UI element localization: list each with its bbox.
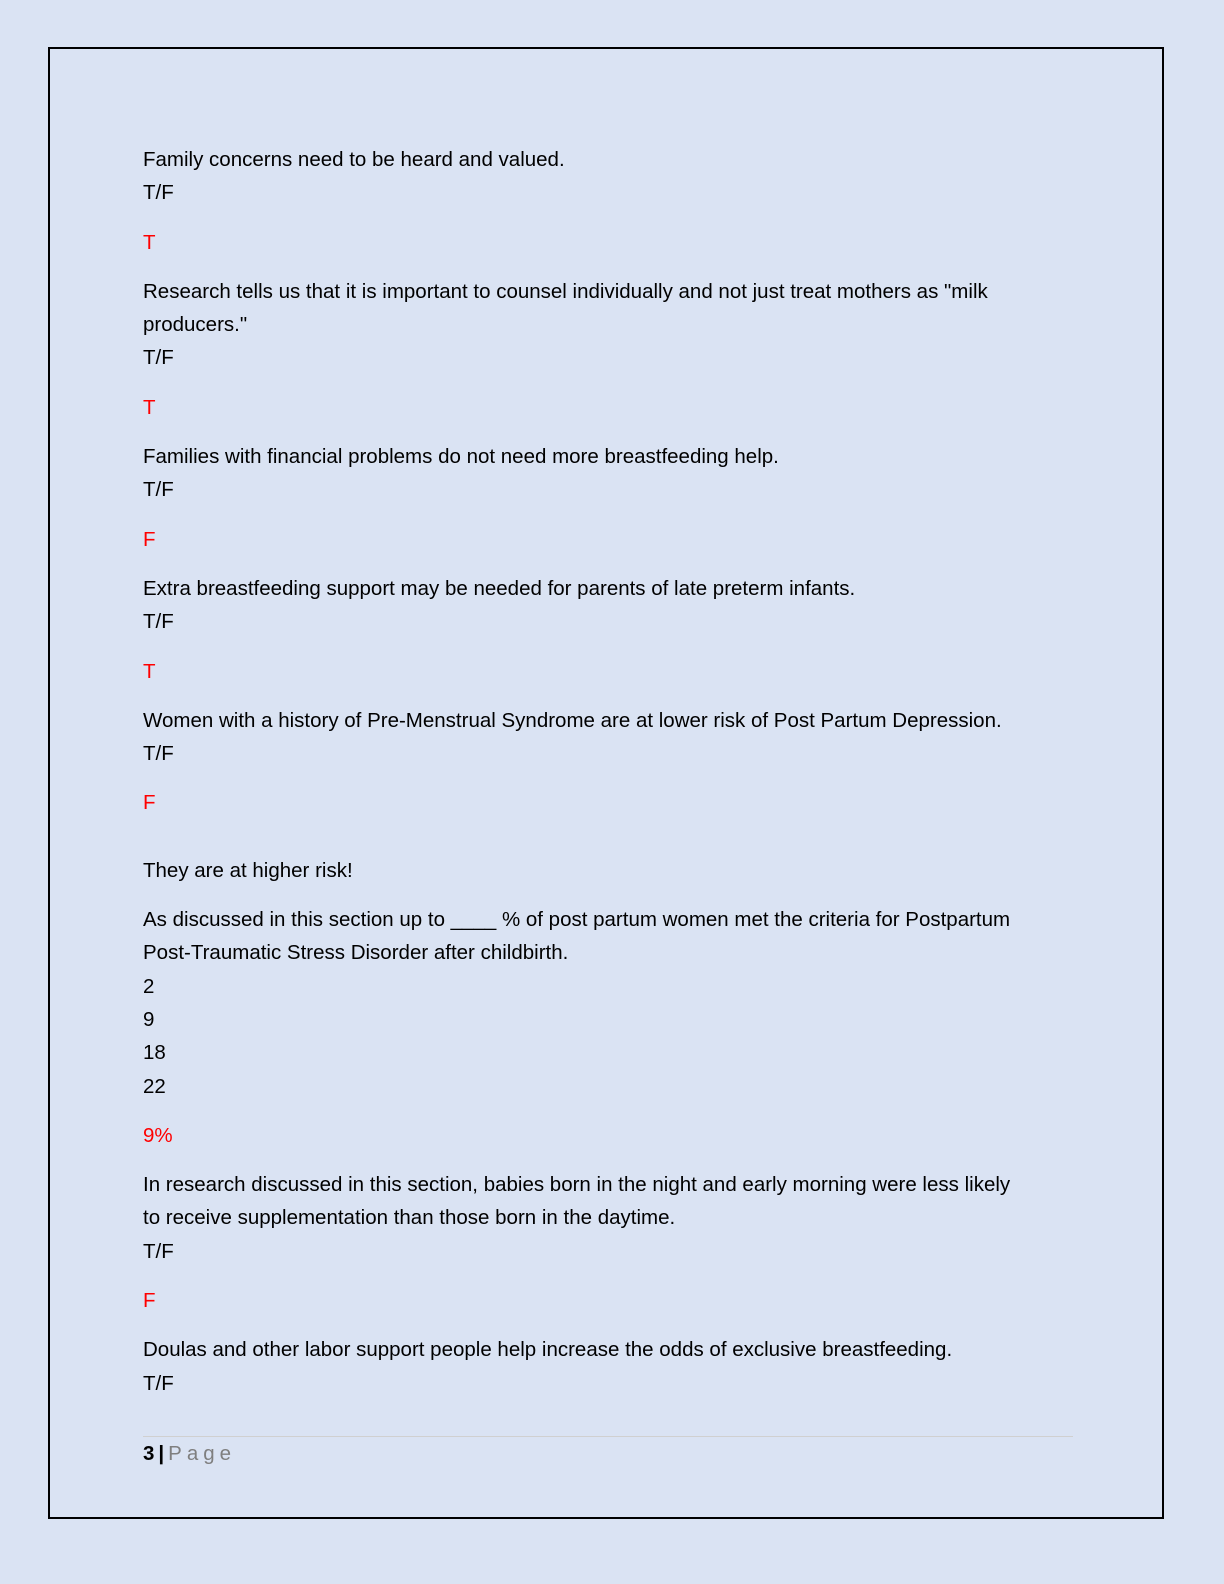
question-8 [143, 1333, 1083, 1400]
answer-6: 9% [143, 1123, 173, 1147]
answer-note: They are at higher risk! [143, 858, 353, 882]
question-text: Family concerns need to be heard and valued. [143, 148, 565, 171]
footer-separator: | [158, 1442, 165, 1465]
question-5 [143, 704, 1083, 771]
question-text: As discussed in this section up to ____ % of post partum women met the criteria for Postpartum [143, 908, 1011, 932]
page-footer [143, 1440, 236, 1468]
option: 9 [143, 1007, 155, 1031]
question-format: T/F [143, 181, 174, 205]
page-number: 3 [143, 1442, 155, 1465]
answer-7: F [143, 1289, 156, 1313]
page-label: Page [168, 1442, 237, 1465]
answer-2: T [143, 395, 156, 419]
option: 22 [143, 1074, 166, 1098]
question-text: Research tells us that it is important to counsel individually and not just treat mothers as "milk [143, 279, 988, 303]
question-format: T/F [143, 1371, 174, 1395]
answer-5: F [143, 791, 156, 815]
document-content [143, 143, 1083, 1416]
question-text: producers." [143, 313, 248, 337]
question-7 [143, 1168, 1083, 1268]
question-3 [143, 440, 1083, 507]
answer-3: F [143, 527, 156, 551]
question-text: Doulas and other labor support people help increase the odds of exclusive breastfeeding. [143, 1338, 953, 1362]
question-format: T/F [143, 1239, 174, 1263]
option: 2 [143, 974, 155, 998]
question-text: Women with a history of Pre-Menstrual Syndrome are at lower risk of Post Partum Depression. [143, 708, 1002, 732]
question-text: to receive supplementation than those born in the daytime. [143, 1206, 676, 1230]
question-2 [143, 275, 1083, 375]
answer-4: T [143, 659, 156, 683]
question-text: Post-Traumatic Stress Disorder after childbirth. [143, 941, 569, 965]
question-6 [143, 903, 1083, 1103]
question-4 [143, 572, 1083, 639]
question-format: T/F [143, 610, 174, 634]
question-text: In research discussed in this section, babies born in the night and early morning were less likely [143, 1173, 1011, 1197]
option: 18 [143, 1041, 166, 1065]
question-format: T/F [143, 478, 174, 502]
footer-divider [143, 1436, 1073, 1437]
answer-1: T [143, 230, 156, 254]
question-format: T/F [143, 346, 174, 370]
question-text: Extra breastfeeding support may be needed for parents of late preterm infants. [143, 576, 856, 600]
question-text: Families with financial problems do not need more breastfeeding help. [143, 445, 779, 469]
question-format: T/F [143, 742, 174, 766]
question-1 [143, 143, 1083, 210]
